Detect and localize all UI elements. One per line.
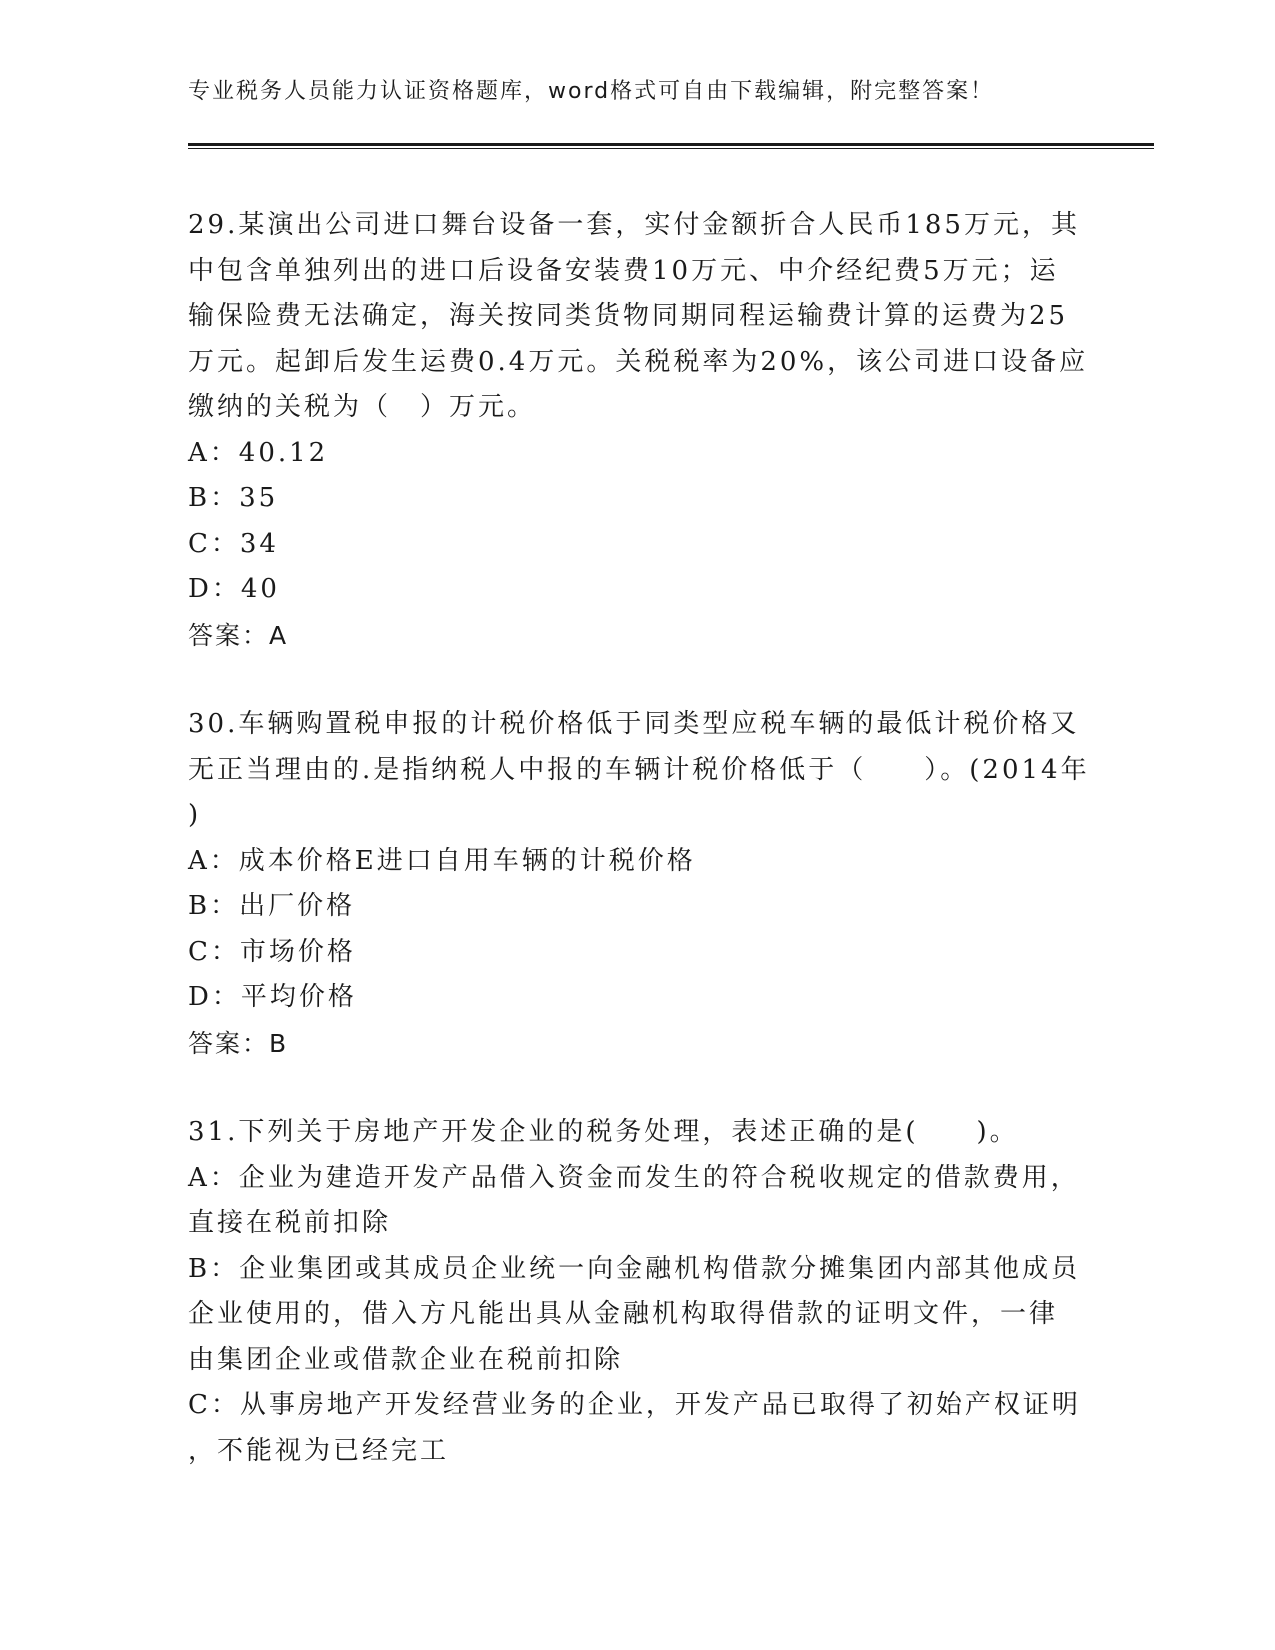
- question-stem-line: 无正当理由的.是指纳税人中报的车辆计税价格低于（ ）。(2014年: [188, 754, 1090, 785]
- option-a-line: A：企业为建造开发产品借入资金而发生的符合税收规定的借款费用，: [188, 1162, 1080, 1193]
- question-stem-line: 29.某演出公司进口舞台设备一套，实付金额折合人民币185万元，其: [188, 210, 1080, 240]
- option-b: B：35: [188, 483, 279, 513]
- question-stem-line: 中包含单独列出的进口后设备安装费10万元、中介经纪费5万元；运: [188, 255, 1059, 286]
- option-b-line: 由集团企业或借款企业在税前扣除: [188, 1344, 624, 1375]
- header-rule-thin: [188, 148, 1154, 149]
- question-stem-line: 输保险费无法确定，海关按同类货物同期同程运输费计算的运费为25: [188, 301, 1069, 331]
- option-a-line: 直接在税前扣除: [188, 1208, 392, 1238]
- option-c: C：34: [188, 528, 279, 559]
- question-stem-line: 缴纳的关税为（ ）万元。: [188, 392, 537, 422]
- answer-label: 答案：B: [188, 1028, 289, 1058]
- option-c-line: C：从事房地产开发经营业务的企业，开发产品已取得了初始产权证明: [188, 1390, 1081, 1420]
- question-list: [188, 203, 1090, 1518]
- page-header: 专业税务人员能力认证资格题库，word格式可自由下载编辑，附完整答案！: [188, 79, 995, 104]
- option-a: A：40.12: [188, 437, 329, 468]
- option-d: D：40: [188, 574, 280, 604]
- option-d: D：平均价格: [188, 982, 357, 1012]
- question-stem-line: 30.车辆购置税申报的计税价格低于同类型应税车辆的最低计税价格又: [188, 709, 1080, 739]
- header-rule-thick: [188, 143, 1154, 146]
- question-stem-line: ): [188, 800, 202, 830]
- answer-label: 答案：A: [188, 620, 289, 650]
- option-b-line: 企业使用的，借入方凡能出具从金融机构取得借款的证明文件，一律: [188, 1299, 1059, 1329]
- option-a: A：成本价格E进口自用车辆的计税价格: [188, 845, 696, 876]
- option-c: C：市场价格: [188, 936, 356, 967]
- question-31: [188, 1110, 1081, 1474]
- question-stem-line: 万元。起卸后发生运费0.4万元。关税税率为20%，该公司进口设备应: [188, 346, 1089, 377]
- question-stem-line: 31.下列关于房地产开发企业的税务处理，表述正确的是( )。: [188, 1117, 1019, 1147]
- question-30: [188, 702, 1090, 1066]
- option-b: B：出厂价格: [188, 891, 356, 921]
- question-29: [188, 203, 1089, 658]
- option-b-line: B：企业集团或其成员企业统一向金融机构借款分摊集团内部其他成员: [188, 1253, 1081, 1284]
- option-c-line: ，不能视为已经完工: [188, 1435, 450, 1466]
